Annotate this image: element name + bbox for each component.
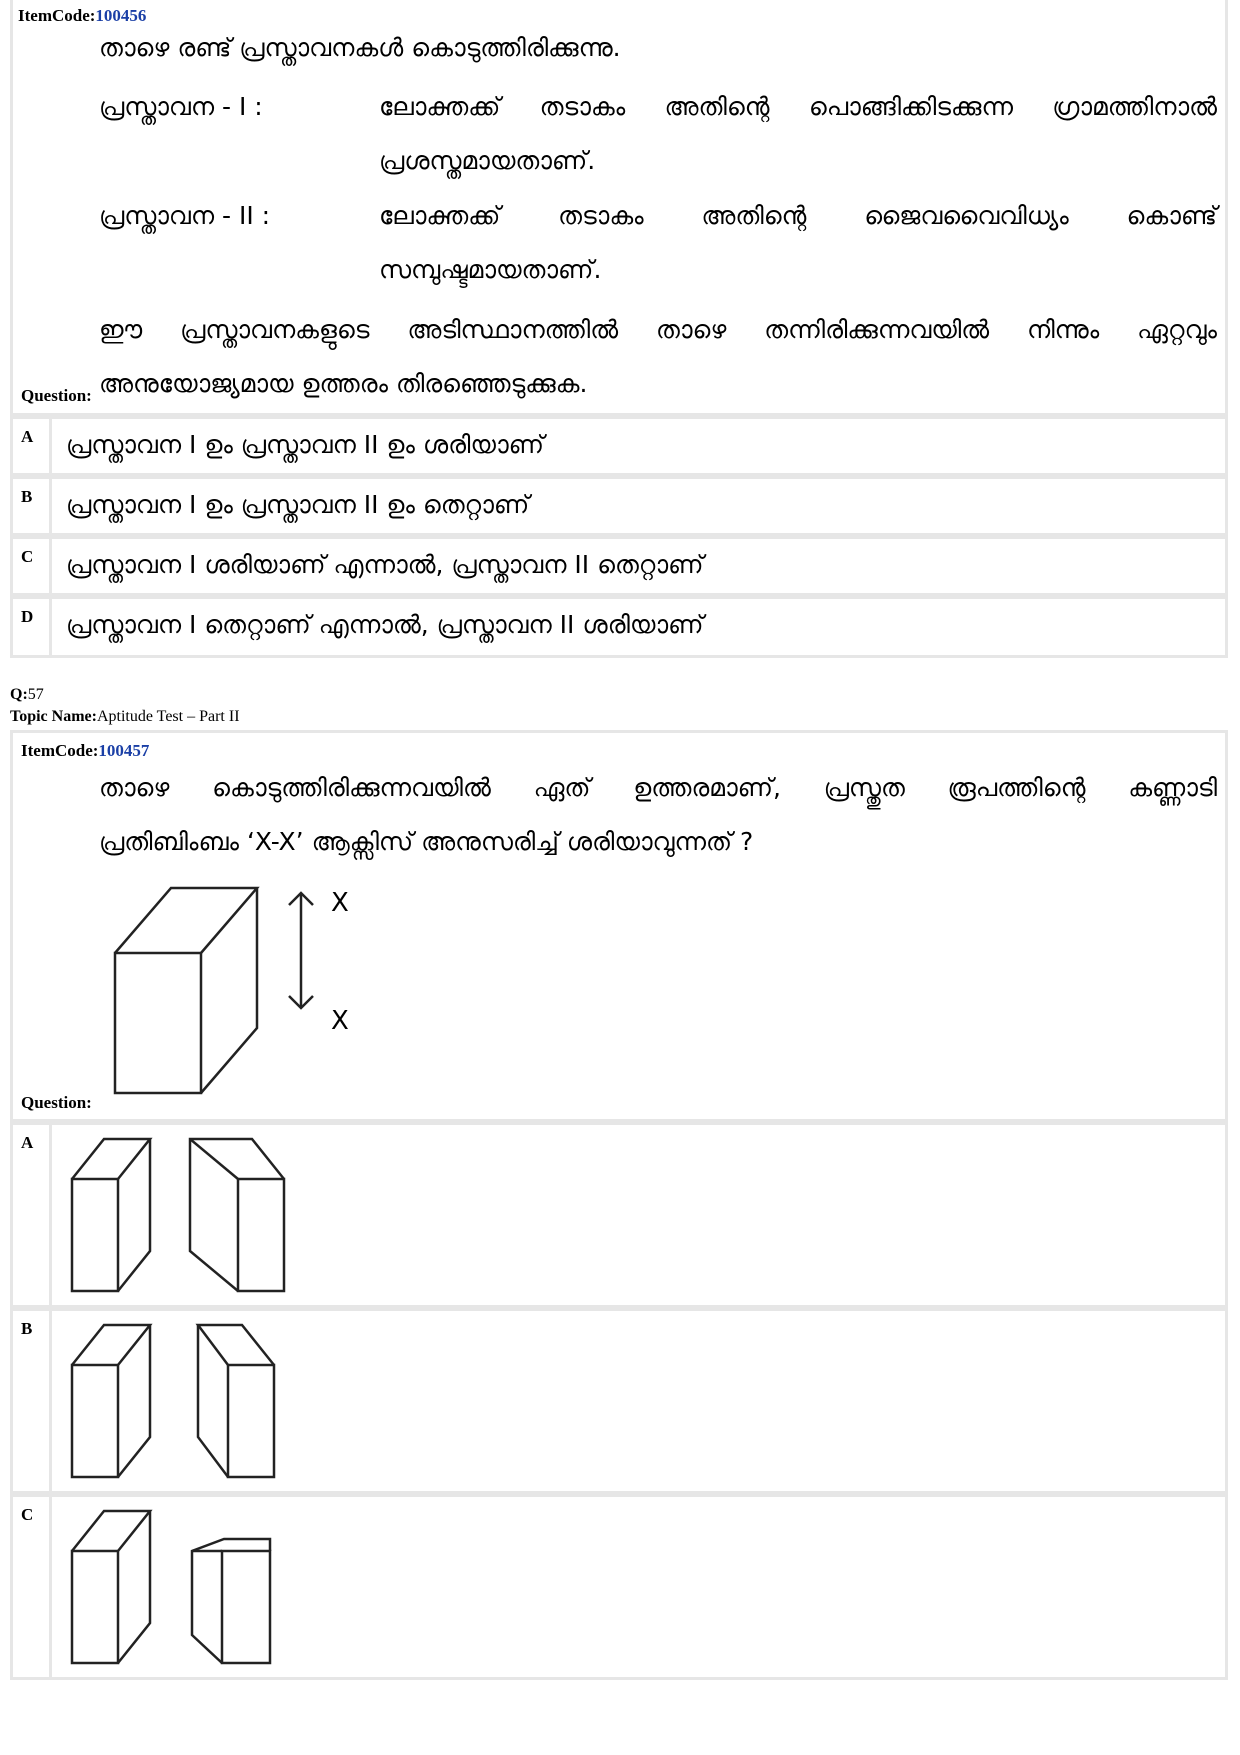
option-letter: C xyxy=(21,1505,34,1524)
question-text-line1: താഴെ കൊടുത്തിരിക്കുന്നവയിൽ ഏത് ഉത്തരമാണ്, പ്രസ്തുത രൂപത്തിന്റെ കണ്ണാടി xyxy=(99,773,1217,802)
statement-1-line2: പ്രശസ്തമായതാണ്. xyxy=(379,146,596,175)
option-letter: A xyxy=(21,1133,34,1152)
option-letter: A xyxy=(21,427,34,446)
option-b[interactable] xyxy=(10,1308,1228,1494)
option-d[interactable] xyxy=(10,596,1228,658)
option-text: പ്രസ്താവന I ഉം പ്രസ്താവന II ഉം ശരിയാണ് xyxy=(66,430,545,459)
option-a[interactable] xyxy=(10,416,1228,476)
option-letter: B xyxy=(21,487,33,506)
item-code: ItemCode:100456 xyxy=(18,6,147,25)
axis-label-bottom: X xyxy=(331,1006,349,1036)
option-text: പ്രസ്താവന I തെറ്റാണ് എന്നാൽ, പ്രസ്താവന II ശരിയാണ് xyxy=(66,610,704,639)
item-code: ItemCode:100457 xyxy=(21,741,150,760)
option-b-figure xyxy=(64,1323,304,1483)
option-text: പ്രസ്താവന I ശരിയാണ് എന്നാൽ, പ്രസ്താവന II തെറ്റാണ് xyxy=(66,550,704,579)
question-text-line2: പ്രതിബിംബം ‘X-X’ ആക്സിസ് അനുസരിച്ച് ശരിയാവുന്നത് ? xyxy=(99,827,754,856)
topic-name: Topic Name:Aptitude Test – Part II xyxy=(10,708,240,725)
option-letter: C xyxy=(21,547,34,566)
option-letter: B xyxy=(21,1319,33,1338)
option-a-figure xyxy=(64,1137,304,1297)
instruction-line1: ഈ പ്രസ്താവനകളുടെ അടിസ്ഥാനത്തിൽ താഴെ തന്നിരിക്കുന്നവയിൽ നിന്നും ഏറ്റവും xyxy=(99,315,1217,344)
instruction-line2: അനുയോജ്യമായ ഉത്തരം തിരഞ്ഞെടുക്കുക. xyxy=(99,369,588,398)
option-letter: D xyxy=(21,607,34,626)
option-c[interactable] xyxy=(10,536,1228,596)
intro-text: താഴെ രണ്ട് പ്രസ്താവനകൾ കൊടുത്തിരിക്കുന്നു. xyxy=(99,33,621,62)
statement-2-line1: ലോക്തക്ക് തടാകം അതിന്റെ ജൈവവൈവിധ്യം കൊണ്ട് xyxy=(379,201,1217,230)
statement-1-label: പ്രസ്താവന - I : xyxy=(99,92,263,121)
question-label: Question: xyxy=(21,386,92,405)
question-label: Question: xyxy=(21,1093,92,1112)
option-a[interactable] xyxy=(10,1122,1228,1308)
option-c[interactable] xyxy=(10,1494,1228,1680)
statement-2-line2: സമ്പുഷ്ടമായതാണ്. xyxy=(379,255,602,284)
question-block-57 xyxy=(10,730,1228,1122)
statement-2-label: പ്രസ്താവന - II : xyxy=(99,201,271,230)
option-b[interactable] xyxy=(10,476,1228,536)
statement-1-line1: ലോക്തക്ക് തടാകം അതിന്റെ പൊങ്ങിക്കിടക്കുന്ന ഗ്രാമത്തിനാൽ xyxy=(379,92,1217,121)
axis-label-top: X xyxy=(331,888,349,918)
option-c-figure xyxy=(64,1509,304,1669)
question-block-1 xyxy=(10,0,1228,416)
question-number: Q:57 xyxy=(10,686,44,703)
option-text: പ്രസ്താവന I ഉം പ്രസ്താവന II ഉം തെറ്റാണ് xyxy=(66,490,530,519)
